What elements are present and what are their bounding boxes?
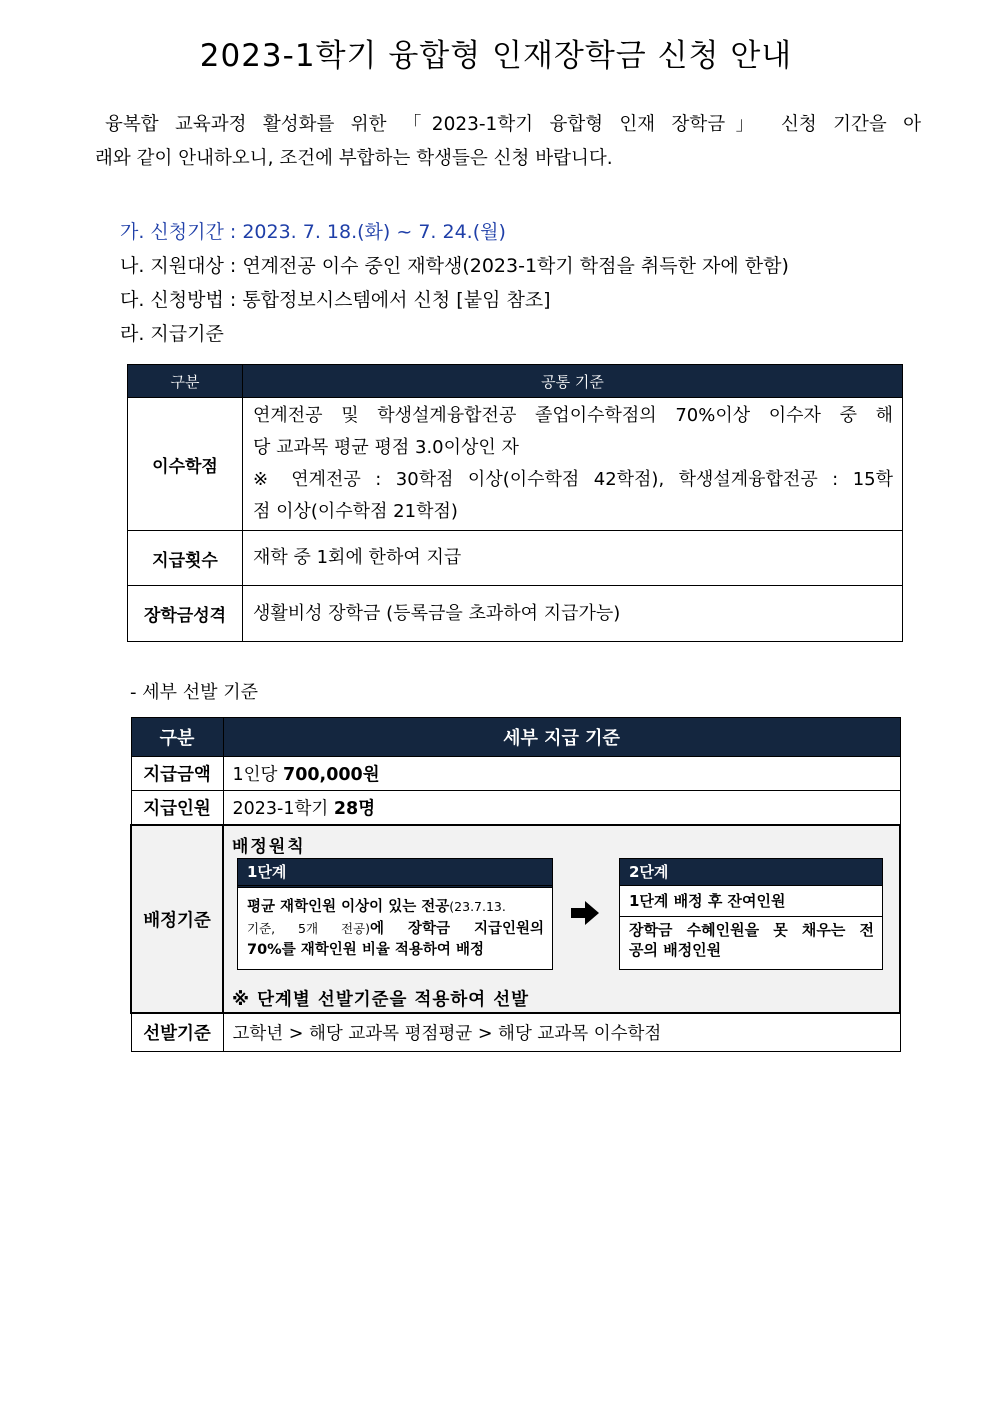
table-row [131, 825, 900, 1013]
row-label: 선발기준 [131, 1013, 223, 1052]
detailed-criteria-table [130, 717, 901, 1052]
header-common-criteria: 공통 기준 [243, 365, 903, 398]
info-list [120, 215, 789, 351]
row-label: 장학금성격 [128, 586, 243, 642]
step1-text-e: 70%를 재학인원 비율 적용하여 배정 [247, 942, 484, 958]
amount-prefix: 1인당 [232, 765, 284, 785]
step1-text-d: 에 장학금 지급인원의 [369, 921, 544, 937]
step1-line-2 [247, 918, 544, 940]
allocation-cell [223, 825, 900, 1013]
step2-row-2-line-1: 장학금 수혜인원을 못 채우는 전 [629, 921, 874, 939]
step1-body [238, 888, 552, 961]
item-criteria: 라. 지급기준 [120, 323, 224, 345]
common-criteria-table [127, 364, 903, 642]
page-title: 2023-1학기 융합형 인재장학금 신청 안내 [199, 38, 793, 74]
frequency-text: 재학 중 1회에 한하여 지급 [243, 531, 903, 586]
table-row [128, 398, 903, 531]
step1-text-b: (23.7.13. [449, 899, 506, 914]
row-label: 이수학점 [128, 398, 243, 531]
nature-text: 생활비성 장학금 (등록금을 초과하여 지급가능) [243, 586, 903, 642]
step2-head: 2단계 [620, 859, 882, 885]
step1-head: 1단계 [238, 859, 552, 888]
sub-heading: - 세부 선발 기준 [130, 682, 258, 703]
step1-text-c: 기준, 5개 전공) [247, 921, 370, 936]
item-target: 나. 지원대상 : 연계전공 이수 중인 재학생(2023-1학기 학점을 취득한 자에 한함) [120, 255, 789, 277]
right-arrow-icon [571, 900, 599, 926]
amount-value [223, 757, 900, 791]
allocation-note: ※ 단계별 선발기준을 적용하여 선발 [232, 990, 530, 1010]
table-row [128, 531, 903, 586]
selection-text: 고학년 > 해당 교과목 평점평균 > 해당 교과목 이수학점 [223, 1013, 900, 1052]
intro-line-2: 래와 같이 안내하오니, 조건에 부합하는 학생들은 신청 바랍니다. [95, 148, 613, 169]
step2-box [619, 858, 883, 970]
credits-line-3: ※ 연계전공 : 30학점 이상(이수학점 42학점), 학생설계융합전공 : 15학 [253, 469, 893, 490]
table-row [131, 1013, 900, 1052]
amount-number: 700,000원 [283, 765, 380, 785]
step2-row-1: 1단계 배정 후 잔여인원 [620, 885, 882, 917]
row-label: 배정기준 [131, 825, 223, 1013]
table-row [131, 757, 900, 791]
step1-text-a: 평균 재학인원 이상이 있는 전공 [247, 899, 450, 915]
intro-paragraph [95, 108, 921, 176]
credits-line-4: 점 이상(이수학점 21학점) [253, 501, 458, 522]
count-value [223, 791, 900, 826]
table-row [128, 586, 903, 642]
step2-row-2 [620, 917, 882, 960]
row-label: 지급인원 [131, 791, 223, 826]
row-label: 지급횟수 [128, 531, 243, 586]
credits-criteria [243, 398, 903, 531]
header-category: 구분 [131, 718, 223, 757]
header-category: 구분 [128, 365, 243, 398]
credits-line-2: 당 교과목 평균 평점 3.0이상인 자 [253, 437, 519, 458]
row-label: 지급금액 [131, 757, 223, 791]
count-number: 28명 [333, 799, 376, 819]
intro-line-1: 융복합 교육과정 활성화를 위한 「2023-1학기 융합형 인재 장학금」 신청 기간을 아 [105, 114, 921, 135]
header-detailed-criteria: 세부 지급 기준 [223, 718, 900, 757]
credits-line-1: 연계전공 및 학생설계융합전공 졸업이수학점의 70%이상 이수자 중 해 [253, 405, 893, 426]
step1-box [237, 858, 553, 970]
allocation-title: 배정원칙 [232, 837, 306, 857]
count-prefix: 2023-1학기 [232, 799, 334, 819]
item-method: 다. 신청방법 : 통합정보시스템에서 신청 [붙임 참조] [120, 289, 551, 311]
step2-row-2-line-2: 공의 배정인원 [629, 941, 722, 959]
table-row [131, 791, 900, 826]
item-period: 가. 신청기간 : 2023. 7. 18.(화) ~ 7. 24.(월) [120, 221, 506, 243]
